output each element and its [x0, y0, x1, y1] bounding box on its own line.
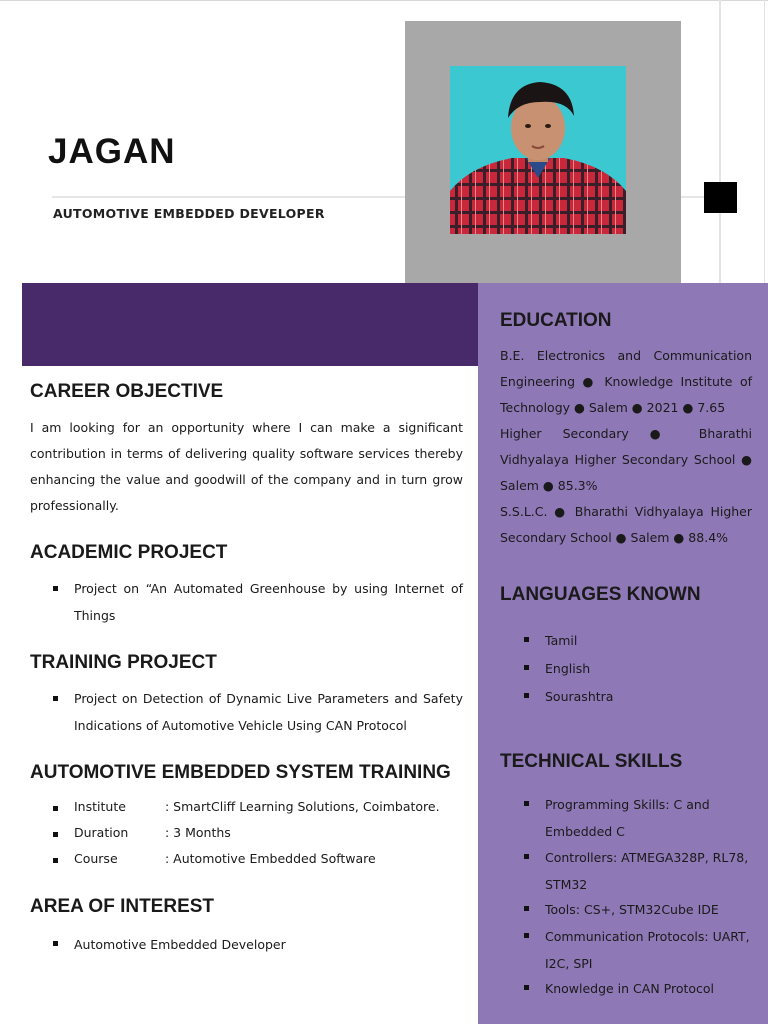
candidate-name: JAGAN	[48, 132, 176, 171]
skill-item: Tools: CS+, STM32Cube IDE	[545, 902, 719, 917]
profile-photo	[450, 66, 626, 234]
bullet-icon	[524, 801, 529, 806]
decorative-vertical-line	[719, 0, 721, 283]
career-objective-heading: CAREER OBJECTIVE	[30, 381, 224, 402]
bullet-icon	[524, 906, 529, 911]
bullet-icon	[53, 832, 58, 837]
bullet-icon	[524, 665, 529, 670]
header-band	[22, 283, 478, 366]
education-list	[500, 343, 752, 551]
education-entry: B.E. Electronics and Communication Engineering ● Knowledge Institute of Technology ● Salem ● 2021 ● 7.65	[500, 348, 752, 415]
interest-item: Automotive Embedded Developer	[74, 937, 286, 952]
training-details	[0, 799, 470, 879]
skill-item: Controllers: ATMEGA328P, RL78, STM32	[545, 850, 749, 892]
system-training-heading: AUTOMOTIVE EMBEDDED SYSTEM TRAINING	[30, 762, 451, 783]
bullet-icon	[53, 858, 58, 863]
bullet-icon	[524, 933, 529, 938]
education-heading: EDUCATION	[500, 310, 612, 331]
training-detail-value: : SmartCliff Learning Solutions, Coimbatore.	[165, 799, 440, 814]
academic-project-heading: ACADEMIC PROJECT	[30, 542, 228, 563]
portrait-illustration	[450, 66, 626, 234]
decorative-square	[704, 182, 737, 213]
decorative-vertical-line	[764, 0, 765, 283]
training-project-item: Project on Detection of Dynamic Live Parameters and Safety Indications of Automotive Vehicle Using CAN Protocol	[74, 691, 463, 733]
education-entry: S.S.L.C. ● Bharathi Vidhyalaya Higher Secondary School ● Salem ● 88.4%	[500, 504, 752, 545]
career-objective-text: I am looking for an opportunity where I can make a significant contribution in terms of delivering quality software services thereby enhancing the value and goodwill of the company and in turn grow professionally.	[30, 420, 463, 513]
candidate-role: AUTOMOTIVE EMBEDDED DEVELOPER	[53, 206, 325, 221]
training-detail-label: Institute	[74, 799, 126, 814]
languages-heading: LANGUAGES KNOWN	[500, 584, 701, 605]
bullet-icon	[524, 693, 529, 698]
bullet-icon	[524, 854, 529, 859]
language-item: English	[545, 661, 591, 676]
skill-item: Programming Skills: C and Embedded C	[545, 797, 710, 839]
bullet-icon	[53, 696, 58, 701]
language-item: Sourashtra	[545, 689, 614, 704]
bullet-icon	[524, 637, 529, 642]
skill-item: Knowledge in CAN Protocol	[545, 981, 715, 996]
bullet-icon	[524, 985, 529, 990]
bullet-icon	[53, 806, 58, 811]
training-detail-label: Duration	[74, 825, 129, 840]
training-detail-label: Course	[74, 851, 118, 866]
bullet-icon	[53, 941, 58, 946]
skill-item: Communication Protocols: UART, I2C, SPI	[545, 929, 750, 971]
education-entry: Higher Secondary ● Bharathi Vidhyalaya Higher Secondary School ● Salem ● 85.3%	[500, 426, 752, 493]
top-border-line	[0, 0, 768, 1]
academic-project-item: Project on “An Automated Greenhouse by using Internet of Things	[74, 581, 463, 623]
technical-skills-heading: TECHNICAL SKILLS	[500, 751, 683, 772]
language-item: Tamil	[545, 633, 578, 648]
training-detail-value: : 3 Months	[165, 825, 231, 840]
training-project-heading: TRAINING PROJECT	[30, 652, 217, 673]
bullet-icon	[53, 586, 58, 591]
area-of-interest-heading: AREA OF INTEREST	[30, 896, 215, 917]
training-detail-value: : Automotive Embedded Software	[165, 851, 376, 866]
